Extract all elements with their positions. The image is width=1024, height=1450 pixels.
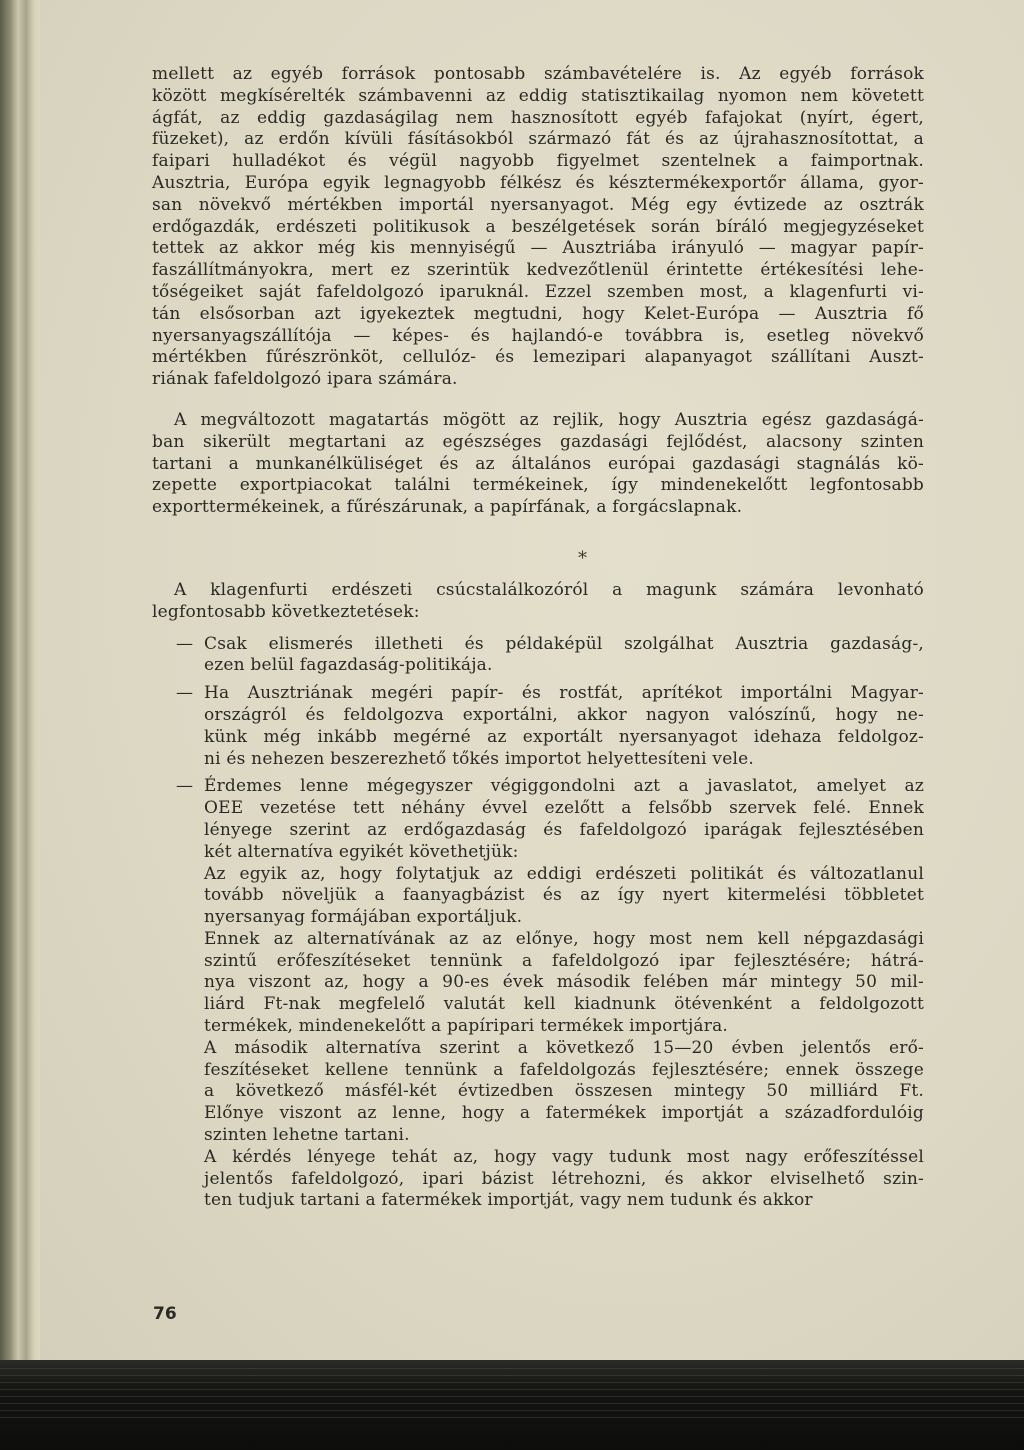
section-separator-asterisk: * <box>578 548 587 569</box>
list-dash: — <box>176 776 194 797</box>
text-line: A kérdés lényege tehát az, hogy vagy tudunk most nagy erőfeszítéssel <box>204 1146 924 1167</box>
text-line: erdőgazdák, erdészeti politikusok a beszélgetések során bíráló megjegyzéseket <box>152 216 924 237</box>
text-line: Ha Ausztriának megéri papír- és rostfát, aprítékot importálni Magyar- <box>204 683 924 704</box>
text-line: lényege szerint az erdőgazdaság és fafeldolgozó iparágak fejlesztésében <box>204 819 924 840</box>
paragraph-2 <box>152 410 924 519</box>
paragraph-1 <box>152 64 924 391</box>
text-line: Előnye viszont az lenne, hogy a fatermékek importját a századfordulóig <box>204 1103 924 1124</box>
text-line: országról és feldolgozva exportálni, akkor nagyon valószínű, hogy ne- <box>204 704 924 725</box>
text-line: szinten lehetne tartani. <box>204 1125 410 1146</box>
text-line: legfontosabb következtetések: <box>152 601 420 622</box>
text-line: füzeket), az erdőn kívüli fásításokból származó fát és az újrahasznosítottat, a <box>152 129 924 150</box>
page-number: 76 <box>153 1304 177 1324</box>
text-line: tettek az akkor még kis mennyiségű — Ausztriába irányuló — magyar papír- <box>152 238 924 259</box>
text-line: mértékben fűrészrönköt, cellulóz- és lemezipari alapanyagot szállítani Auszt- <box>152 347 924 368</box>
text-line: nyersanyag formájában exportáljuk. <box>204 907 523 928</box>
text-line: zepette exportpiacokat találni termékeinek, így mindenekelőtt legfontosabb <box>152 475 924 496</box>
text-line: nya viszont az, hogy a 90-es évek második felében már mintegy 50 mil- <box>204 972 924 993</box>
text-line: Az egyik az, hogy folytatjuk az eddigi erdészeti politikát és változatlanul <box>204 863 924 884</box>
text-line: ten tudjuk tartani a fatermékek importját, vagy nem tudunk és akkor <box>204 1190 813 1211</box>
text-line: mellett az egyéb források pontosabb számbavételére is. Az egyéb források <box>152 64 924 84</box>
text-line: tartani a munkanélküliséget és az általános európai gazdasági stagnálás kö- <box>152 453 924 474</box>
list-dash: — <box>176 633 194 654</box>
text-line: tovább növeljük a faanyagbázist és az így nyert kitermelési többletet <box>204 885 924 906</box>
text-line: Ausztria, Európa egyik legnagyobb félkész és késztermékexportőr állama, gyor- <box>152 172 924 193</box>
text-line: ban sikerült megtartani az egészséges gazdasági fejlődést, alacsony szinten <box>152 431 924 452</box>
text-line: riának fafeldolgozó ipara számára. <box>152 369 458 390</box>
text-line: szintű erőfeszítéseket tennünk a fafeldolgozó ipar fejlesztésére; hátrá- <box>204 950 924 971</box>
text-line: OEE vezetése tett néhány évvel ezelőtt a felsőbb szervek felé. Ennek <box>204 798 924 819</box>
list-item-2 <box>152 683 924 770</box>
text-line: Ennek az alternatívának az az előnye, hogy most nem kell népgazdasági <box>204 928 924 949</box>
text-line: nyersanyagszállítója — képes- és hajlandó-e továbbra is, esetleg növekvő <box>152 325 924 346</box>
paragraph-3 <box>152 580 924 624</box>
list-item-3 <box>152 776 924 1212</box>
text-line: faszállítmányokra, mert ez szerintük kedvezőtlenül érintette értékesítési lehe- <box>152 260 924 281</box>
text-line: között megkísérelték számbavenni az eddig statisztikailag nyomon nem követett <box>152 85 924 106</box>
text-line: A második alternatíva szerint a következő 15—20 évben jelentős erő- <box>204 1037 924 1058</box>
text-line: künk még inkább megérné az exportált nyersanyagot idehaza feldolgoz- <box>204 726 924 747</box>
text-line: a következő másfél-két évtizedben összesen mintegy 50 milliárd Ft. <box>204 1081 924 1102</box>
text-line: liárd Ft-nak megfelelő valutát kell kiadnunk ötévenként a feldolgozott <box>204 994 924 1015</box>
scan-bottom-edge <box>0 1360 1024 1450</box>
text-line: ni és nehezen beszerezhető tőkés importot helyettesíteni vele. <box>204 748 754 769</box>
text-line: feszítéseket kellene tennünk a fafeldolgozás fejlesztésére; ennek összege <box>204 1059 924 1080</box>
text-line: san növekvő mértékben importál nyersanyagot. Még egy évtizede az osztrák <box>152 194 924 215</box>
text-line: Csak elismerés illetheti és példaképül szolgálhat Ausztria gazdaság-, <box>204 633 924 654</box>
text-line: faipari hulladékot és végül nagyobb figyelmet szentelnek a faimportnak. <box>152 151 924 172</box>
text-line: exporttermékeinek, a fűrészárunak, a papírfának, a forgácslapnak. <box>152 497 743 518</box>
text-line: A klagenfurti erdészeti csúcstalálkozóról a magunk számára levonható <box>174 579 924 600</box>
text-line: jelentős fafeldolgozó, ipari bázist létrehozni, és akkor elviselhető szin- <box>204 1168 924 1189</box>
page-text-column <box>152 64 924 1212</box>
book-binding-edge <box>0 0 40 1360</box>
text-line: Érdemes lenne mégegyszer végiggondolni azt a javaslatot, amelyet az <box>204 776 924 797</box>
text-line: termékek, mindenekelőtt a papíripari termékek importjára. <box>204 1016 729 1037</box>
list-item-1 <box>152 634 924 678</box>
text-line: tán elsősorban azt igyekeztek megtudni, hogy Kelet-Európa — Ausztria fő <box>152 303 924 324</box>
text-line: ezen belül fagazdaság-politikája. <box>204 655 493 676</box>
list-dash: — <box>176 683 194 704</box>
text-line: tőségeiket saját fafeldolgozó iparuknál. Ezzel szemben most, a klagenfurti vi- <box>152 281 924 302</box>
text-line: ágfát, az eddig gazdaságilag nem hasznosított egyéb fafajokat (nyírt, égert, <box>152 107 924 128</box>
text-line: A megváltozott magatartás mögött az rejlik, hogy Ausztria egész gazdaságá- <box>174 409 924 430</box>
text-line: két alternatíva egyikét követhetjük: <box>204 841 519 862</box>
